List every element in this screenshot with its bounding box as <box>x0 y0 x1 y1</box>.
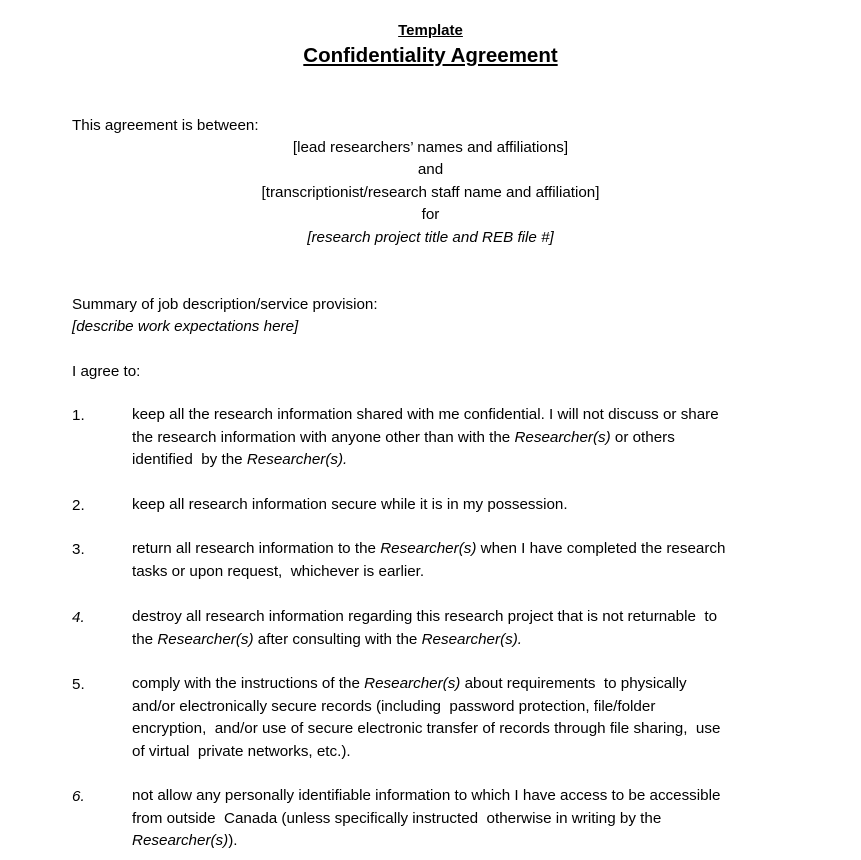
list-item-line: keep all the research information shared with me confidential. I will not discuss or share <box>132 406 719 423</box>
list-item-line: and/or electronically secure records (including password protection, file/folder <box>132 697 656 715</box>
researcher-reference: Researcher(s) <box>132 832 229 849</box>
parties-intro: This agreement is between: <box>72 117 259 134</box>
list-item-line: identified by the Researcher(s). <box>132 451 348 468</box>
list-item-number: 1. <box>72 407 85 424</box>
and-connector: and <box>417 161 444 178</box>
list-item-text <box>132 673 802 763</box>
for-connector: for <box>421 206 440 223</box>
summary-label: Summary of job description/service provision: <box>72 296 378 313</box>
list-item-text <box>132 785 802 853</box>
list-item-line: from outside Canada (unless specifically instructed otherwise in writing by the <box>132 809 662 827</box>
list-item-number: 2. <box>72 497 85 514</box>
project-placeholder: [research project title and REB file #] <box>307 229 554 246</box>
researcher-reference: Researcher(s). <box>421 630 522 648</box>
list-item-line: encryption, and/or use of secure electronic transfer of records through file sharing, use <box>132 720 721 737</box>
list-item-number: 3. <box>72 541 85 558</box>
list-item-line: keep all research information secure while it is in my possession. <box>132 496 568 513</box>
list-item-text <box>132 494 802 517</box>
list-item-line: the research information with anyone other than with the Researcher(s) or others <box>132 428 675 446</box>
list-item-number: 6. <box>72 788 85 805</box>
page-title: Confidentiality Agreement <box>303 44 558 67</box>
researcher-reference: Researcher(s) <box>380 540 477 557</box>
list-item-text <box>132 404 802 472</box>
list-item-line: destroy all research information regarding this research project that is not returnable to <box>132 608 718 625</box>
list-item-line: return all research information to the Researcher(s) when I have completed the research <box>132 540 726 557</box>
list-item-text <box>132 606 802 651</box>
template-label: Template <box>398 22 463 39</box>
list-item-number: 4. <box>72 609 85 626</box>
list-item-line: of virtual private networks, etc.). <box>132 742 351 760</box>
researcher-reference: Researcher(s) <box>157 630 254 648</box>
list-item-line: comply with the instructions of the Researcher(s) about requirements to physically <box>132 675 687 692</box>
list-item-line: not allow any personally identifiable information to which I have access to be accessible <box>132 787 721 804</box>
list-item-line: Researcher(s)). <box>132 832 238 849</box>
list-item-line: the Researcher(s) after consulting with the Researcher(s). <box>132 630 522 648</box>
list-item-line: tasks or upon request, whichever is earlier. <box>132 562 425 580</box>
staff-placeholder: [transcriptionist/research staff name and affiliation] <box>261 184 600 201</box>
agree-label: I agree to: <box>72 363 141 380</box>
list-item-number: 5. <box>72 676 85 693</box>
list-item-text <box>132 538 802 583</box>
summary-placeholder: [describe work expectations here] <box>72 318 299 335</box>
researcher-reference: Researcher(s). <box>246 451 348 468</box>
lead-researchers-placeholder: [lead researchers’ names and affiliations] <box>292 139 569 156</box>
researcher-reference: Researcher(s) <box>364 675 461 692</box>
researcher-reference: Researcher(s) <box>514 428 611 446</box>
